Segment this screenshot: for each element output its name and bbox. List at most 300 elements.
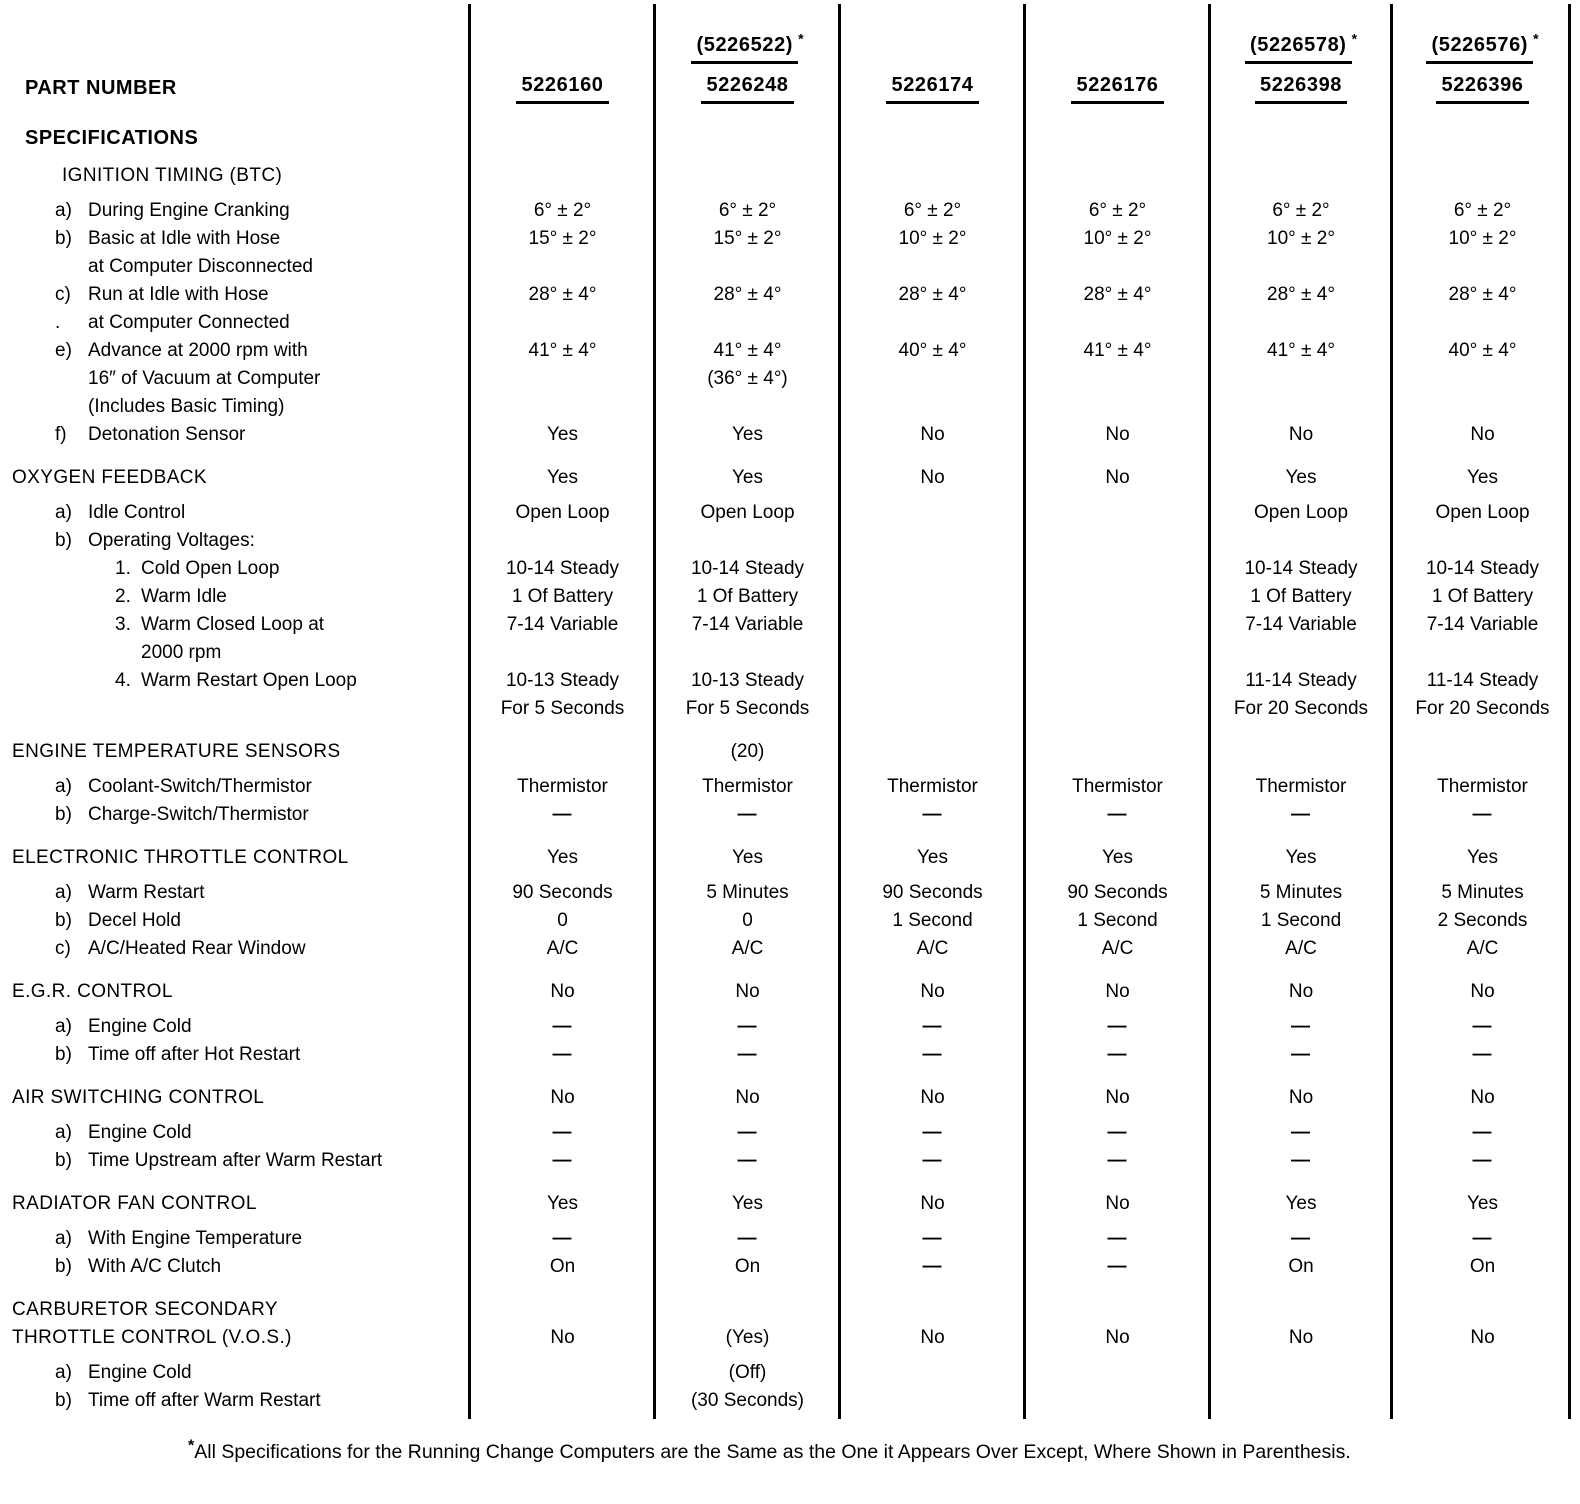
row-label-text: 16″ of Vacuum at Computer: [88, 368, 321, 389]
row-electronic-throttle-control: [0, 844, 1578, 872]
value-cell: (Yes): [725, 1327, 770, 1348]
value-cell: 6° ± 2°: [718, 200, 777, 221]
row-carburetor-secondary: [0, 1296, 1578, 1324]
row-label-text: Advance at 2000 rpm with: [88, 340, 308, 361]
value-cell: 0: [557, 910, 568, 931]
value-cell: (20): [730, 741, 765, 762]
row-label-text: Engine Cold: [88, 1362, 192, 1383]
row-label-text: Warm Idle: [141, 586, 227, 607]
value-cell: Thermistor: [702, 776, 793, 797]
value-cell: [655, 393, 840, 421]
row-label: [0, 1225, 470, 1253]
row-label: [0, 337, 470, 365]
value-cell: 41° ± 4°: [1083, 340, 1152, 361]
value-cell: No: [1288, 1087, 1314, 1108]
alt-part-number-line: [1426, 31, 1538, 64]
part-number-column-header: [1025, 71, 1210, 110]
value-cell: 6° ± 2°: [903, 200, 962, 221]
value-cell: [1025, 1359, 1210, 1387]
value-cell: No: [1105, 1193, 1130, 1214]
row-label-text: RADIATOR FAN CONTROL: [12, 1193, 257, 1214]
part-number: 5226398: [1255, 71, 1347, 104]
value-cell: 28° ± 4°: [898, 284, 967, 305]
value-cell: 1 Second: [1077, 910, 1158, 931]
item-marker: b): [55, 1044, 72, 1065]
item-marker: .: [55, 312, 61, 333]
value-cell: [840, 583, 1025, 611]
value-cell: 28° ± 4°: [1267, 284, 1335, 305]
value-cell: [1025, 1387, 1210, 1415]
row-label: [0, 1387, 470, 1415]
row-label-text: 2000 rpm: [141, 642, 222, 663]
row-blank: [0, 695, 1578, 723]
value-cell: 41° ± 4°: [528, 340, 597, 361]
value-cell: —: [922, 1228, 943, 1249]
value-cell: 28° ± 4°: [1448, 284, 1517, 305]
row-label: [0, 253, 470, 281]
value-cell: A/C: [1285, 938, 1317, 959]
part-number: 5226176: [1071, 71, 1163, 104]
value-cell: [470, 527, 655, 555]
value-cell: 6° ± 2°: [1088, 200, 1147, 221]
value-cell: [1025, 583, 1210, 611]
row-engine-cold: [0, 1119, 1578, 1147]
value-cell: 40° ± 4°: [1448, 340, 1517, 361]
value-cell: No: [920, 1193, 945, 1214]
item-marker: f): [55, 424, 67, 445]
value-cell: Open Loop: [515, 502, 610, 523]
row-label: [0, 421, 470, 449]
row-label: [0, 1119, 470, 1147]
row-label: [0, 667, 470, 695]
part-number-header-row: [0, 0, 1578, 110]
value-cell: [840, 499, 1025, 527]
item-marker: b): [55, 530, 72, 551]
row-includes-basic-timing: [0, 393, 1578, 421]
row-label-text: Coolant-Switch/Thermistor: [88, 776, 312, 797]
row-label-text: Detonation Sensor: [88, 424, 246, 445]
item-marker: a): [55, 200, 72, 221]
value-cell: [1392, 527, 1573, 555]
value-cell: —: [552, 1228, 573, 1249]
value-cell: 11-14 Steady: [1245, 670, 1357, 691]
row-label-text: Warm Restart Open Loop: [141, 670, 357, 691]
value-cell: Thermistor: [517, 776, 608, 797]
value-cell: [470, 365, 655, 393]
value-cell: No: [920, 1087, 945, 1108]
item-marker: b): [55, 910, 72, 931]
value-cell: 10-14 Steady: [1244, 558, 1358, 579]
row-label-text: ENGINE TEMPERATURE SENSORS: [12, 741, 341, 762]
value-cell: [1392, 393, 1573, 421]
item-marker: a): [55, 1228, 72, 1249]
value-cell: —: [922, 1256, 943, 1277]
row-label: [0, 162, 470, 190]
value-cell: [470, 309, 655, 337]
row-label: [0, 197, 470, 225]
value-cell: —: [737, 1150, 758, 1171]
part-number-line: [516, 71, 608, 104]
value-cell: —: [1472, 1228, 1493, 1249]
value-cell: Thermistor: [1437, 776, 1528, 797]
value-cell: [1025, 309, 1210, 337]
value-cell: A/C: [1101, 938, 1134, 959]
value-cell: —: [552, 1016, 573, 1037]
item-marker: b): [55, 228, 72, 249]
value-cell: Yes: [1467, 1193, 1498, 1214]
row-label-text: Time off after Hot Restart: [88, 1044, 301, 1065]
value-cell: [1392, 365, 1573, 393]
value-cell: Open Loop: [1435, 502, 1530, 523]
row-run-at-idle-with-hose: [0, 281, 1578, 309]
value-cell: [470, 253, 655, 281]
row-label: [0, 583, 470, 611]
value-cell: 15° ± 2°: [528, 228, 597, 249]
alt-part-number: (5226576): [1426, 31, 1533, 64]
row-label-text: Decel Hold: [88, 910, 181, 931]
value-cell: 1 Of Battery: [1250, 586, 1352, 607]
value-cell: No: [1470, 1087, 1495, 1108]
part-number-line: [1071, 71, 1163, 104]
value-cell: —: [737, 1016, 758, 1037]
value-cell: [1392, 639, 1573, 667]
value-cell: [1210, 527, 1392, 555]
value-cell: Thermistor: [1072, 776, 1163, 797]
value-cell: For 5 Seconds: [685, 698, 810, 719]
value-cell: No: [550, 981, 575, 1002]
row-label: [0, 225, 470, 253]
value-cell: [1210, 162, 1392, 190]
value-cell: 6° ± 2°: [1272, 200, 1330, 221]
value-cell: 10-13 Steady: [690, 670, 805, 691]
value-cell: 1 Second: [892, 910, 973, 931]
value-cell: [1210, 365, 1392, 393]
row-engine-cold: [0, 1013, 1578, 1041]
row-time-upstream-after-warm-restart: [0, 1147, 1578, 1175]
part-number-column-header: [1210, 31, 1392, 110]
value-cell: [840, 253, 1025, 281]
part-number-label: PART NUMBER: [25, 77, 177, 99]
value-cell: No: [1288, 981, 1314, 1002]
part-number: 5226160: [516, 71, 608, 104]
row-label: [0, 1084, 470, 1112]
row-label-text: CARBURETOR SECONDARY: [12, 1299, 278, 1320]
row-e-g-r-control: [0, 978, 1578, 1006]
value-cell: No: [920, 981, 945, 1002]
value-cell: 10-14 Steady: [505, 558, 620, 579]
value-cell: —: [922, 1016, 943, 1037]
item-marker: c): [55, 284, 71, 305]
part-number-column-header: [655, 31, 840, 110]
row-label-text: During Engine Cranking: [88, 200, 290, 221]
part-number-line: [1436, 71, 1528, 104]
value-cell: 2 Seconds: [1437, 910, 1528, 931]
row-16-of-vacuum-at-computer: [0, 365, 1578, 393]
row-label: [0, 1041, 470, 1069]
part-number: 5226248: [701, 71, 793, 104]
value-cell: [840, 309, 1025, 337]
row-label: [0, 879, 470, 907]
item-marker: b): [55, 804, 72, 825]
value-cell: 10° ± 2°: [1448, 228, 1517, 249]
value-cell: 11-14 Steady: [1426, 670, 1539, 691]
value-cell: —: [1291, 804, 1311, 825]
row-label: [0, 801, 470, 829]
value-cell: [1392, 124, 1573, 152]
row-label-text: Basic at Idle with Hose: [88, 228, 281, 249]
part-number: 5226396: [1436, 71, 1528, 104]
value-cell: Yes: [547, 467, 578, 488]
value-cell: A/C: [731, 938, 764, 959]
row-warm-restart-open-loop: [0, 667, 1578, 695]
item-marker: 4.: [115, 670, 131, 691]
value-cell: 28° ± 4°: [1083, 284, 1152, 305]
value-cell: [1025, 611, 1210, 639]
value-cell: [1025, 1296, 1210, 1324]
row-label: [0, 907, 470, 935]
value-cell: No: [550, 1087, 575, 1108]
row-detonation-sensor: [0, 421, 1578, 449]
value-cell: —: [1107, 1150, 1128, 1171]
row-cold-open-loop: [0, 555, 1578, 583]
item-marker: b): [55, 1390, 72, 1411]
value-cell: [1392, 1387, 1573, 1415]
value-cell: Yes: [732, 467, 763, 488]
value-cell: 1 Of Battery: [696, 586, 799, 607]
value-cell: [840, 393, 1025, 421]
value-cell: [470, 124, 655, 152]
value-cell: [840, 124, 1025, 152]
row-label-text: Warm Closed Loop at: [141, 614, 325, 635]
value-cell: [1210, 393, 1392, 421]
value-cell: —: [552, 1150, 573, 1171]
value-cell: [1025, 365, 1210, 393]
value-cell: 7-14 Variable: [1245, 614, 1357, 635]
value-cell: No: [1105, 1087, 1130, 1108]
value-cell: —: [1472, 804, 1493, 825]
value-cell: —: [552, 804, 573, 825]
value-cell: No: [1105, 467, 1130, 488]
value-cell: —: [922, 1122, 943, 1143]
value-cell: Yes: [732, 1193, 763, 1214]
value-cell: [655, 527, 840, 555]
value-cell: —: [737, 1044, 758, 1065]
value-cell: —: [922, 1044, 943, 1065]
value-cell: 7-14 Variable: [506, 614, 619, 635]
value-cell: 6° ± 2°: [533, 200, 592, 221]
value-cell: [1025, 499, 1210, 527]
row-label: [0, 935, 470, 963]
row-with-engine-temperature: [0, 1225, 1578, 1253]
value-cell: No: [1470, 981, 1495, 1002]
value-cell: [1025, 555, 1210, 583]
row-engine-temperature-sensors: [0, 738, 1578, 766]
value-cell: —: [922, 804, 943, 825]
value-cell: Open Loop: [1253, 502, 1349, 523]
row-label: [0, 1013, 470, 1041]
row-radiator-fan-control: [0, 1190, 1578, 1218]
value-cell: [840, 162, 1025, 190]
value-cell: [840, 639, 1025, 667]
value-cell: [840, 695, 1025, 723]
value-cell: A/C: [1466, 938, 1499, 959]
part-number-line: [701, 71, 793, 104]
value-cell: (30 Seconds): [690, 1390, 804, 1411]
row-label-text: Cold Open Loop: [141, 558, 280, 579]
value-cell: Yes: [1285, 847, 1317, 868]
value-cell: —: [552, 1044, 573, 1065]
value-cell: [1210, 1359, 1392, 1387]
row-advance-at-2000-rpm-with: [0, 337, 1578, 365]
value-cell: [1025, 667, 1210, 695]
value-cell: A/C: [546, 938, 579, 959]
footnote-asterisk: *: [188, 1437, 195, 1455]
value-cell: 28° ± 4°: [528, 284, 597, 305]
value-cell: —: [1472, 1016, 1493, 1037]
row-label-text: at Computer Connected: [88, 312, 290, 333]
value-cell: 10-14 Steady: [1425, 558, 1540, 579]
row-charge-switch-thermistor: [0, 801, 1578, 829]
value-cell: [1025, 124, 1210, 152]
row-label-text: Warm Restart: [88, 882, 205, 903]
value-cell: Yes: [732, 424, 763, 445]
row-label: [0, 499, 470, 527]
value-cell: No: [920, 424, 945, 445]
item-marker: c): [55, 938, 71, 959]
value-cell: [840, 611, 1025, 639]
value-cell: [1025, 527, 1210, 555]
value-cell: Thermistor: [887, 776, 978, 797]
value-cell: [1025, 695, 1210, 723]
value-cell: [1392, 1296, 1573, 1324]
value-cell: —: [1107, 804, 1128, 825]
value-cell: [470, 1359, 655, 1387]
value-cell: No: [1288, 424, 1314, 445]
value-cell: [1210, 1387, 1392, 1415]
row-time-off-after-hot-restart: [0, 1041, 1578, 1069]
running-change-asterisk: *: [798, 30, 804, 47]
value-cell: [470, 1296, 655, 1324]
value-cell: 7-14 Variable: [1426, 614, 1539, 635]
row-oxygen-feedback: [0, 464, 1578, 492]
value-cell: [1392, 162, 1573, 190]
alt-part-number-line: [691, 31, 803, 64]
value-cell: (Off): [728, 1362, 767, 1383]
value-cell: [1210, 124, 1392, 152]
value-cell: 0: [742, 910, 753, 931]
item-marker: 2.: [115, 586, 131, 607]
value-cell: —: [1291, 1122, 1311, 1143]
value-cell: [840, 738, 1025, 766]
item-marker: 1.: [115, 558, 131, 579]
value-cell: [1210, 639, 1392, 667]
value-cell: [1210, 1296, 1392, 1324]
value-cell: —: [1107, 1016, 1128, 1037]
row-label: [0, 309, 470, 337]
value-cell: No: [920, 467, 945, 488]
row-label: [0, 124, 470, 152]
row-label: [0, 695, 470, 723]
value-cell: 5 Minutes: [1441, 882, 1524, 903]
value-cell: 10-14 Steady: [690, 558, 805, 579]
row-label: [0, 611, 470, 639]
row-decel-hold: [0, 907, 1578, 935]
value-cell: Yes: [732, 847, 763, 868]
value-cell: Open Loop: [700, 502, 795, 523]
row-label: [0, 844, 470, 872]
value-cell: On: [1288, 1256, 1314, 1277]
running-change-asterisk: *: [1533, 30, 1539, 47]
value-cell: [840, 1387, 1025, 1415]
value-cell: [655, 639, 840, 667]
value-cell: On: [1469, 1256, 1496, 1277]
row-warm-restart: [0, 879, 1578, 907]
row-label: [0, 738, 470, 766]
row-throttle-control-v-o-s: [0, 1324, 1578, 1352]
row-label-text: Engine Cold: [88, 1122, 192, 1143]
item-marker: 3.: [115, 614, 131, 635]
value-cell: 28° ± 4°: [713, 284, 782, 305]
value-cell: [470, 639, 655, 667]
row-engine-cold: [0, 1359, 1578, 1387]
value-cell: For 20 Seconds: [1233, 698, 1369, 719]
value-cell: —: [737, 804, 758, 825]
item-marker: a): [55, 776, 72, 797]
value-cell: 1 Of Battery: [511, 586, 614, 607]
value-cell: [1210, 309, 1392, 337]
row-label: [0, 393, 470, 421]
row-air-switching-control: [0, 1084, 1578, 1112]
value-cell: 15° ± 2°: [713, 228, 782, 249]
alt-part-number: (5226522): [691, 31, 798, 64]
value-cell: Yes: [1285, 467, 1317, 488]
value-cell: 10-13 Steady: [505, 670, 620, 691]
value-cell: Yes: [547, 424, 578, 445]
row-label-text: Operating Voltages:: [88, 530, 255, 551]
value-cell: —: [1472, 1044, 1493, 1065]
value-cell: 5 Minutes: [1259, 882, 1343, 903]
row-label: [0, 639, 470, 667]
value-cell: No: [550, 1327, 575, 1348]
value-cell: No: [920, 1327, 945, 1348]
value-cell: 1 Of Battery: [1431, 586, 1534, 607]
row-label-text: Run at Idle with Hose: [88, 284, 269, 305]
spec-rows: [0, 124, 1578, 1415]
value-cell: Yes: [917, 847, 948, 868]
value-cell: 90 Seconds: [1067, 882, 1168, 903]
value-cell: [1025, 639, 1210, 667]
row-label: [0, 527, 470, 555]
row-time-off-after-warm-restart: [0, 1387, 1578, 1415]
value-cell: No: [1470, 424, 1495, 445]
value-cell: 10° ± 2°: [1267, 228, 1335, 249]
value-cell: 90 Seconds: [882, 882, 983, 903]
value-cell: A/C: [916, 938, 949, 959]
row-2000-rpm: [0, 639, 1578, 667]
row-label: [0, 365, 470, 393]
value-cell: 40° ± 4°: [898, 340, 967, 361]
value-cell: 90 Seconds: [512, 882, 613, 903]
item-marker: a): [55, 502, 72, 523]
row-label-text: Idle Control: [88, 502, 186, 523]
value-cell: [470, 393, 655, 421]
footnote-text: All Specifications for the Running Change Computers are the Same as the One it Appears Over Except, Where Shown in Parenthesis.: [194, 1441, 1351, 1463]
value-cell: 41° ± 4°: [1267, 340, 1335, 361]
value-cell: —: [1472, 1122, 1493, 1143]
row-warm-closed-loop-at: [0, 611, 1578, 639]
part-number-line: [886, 71, 978, 104]
item-marker: b): [55, 1256, 72, 1277]
